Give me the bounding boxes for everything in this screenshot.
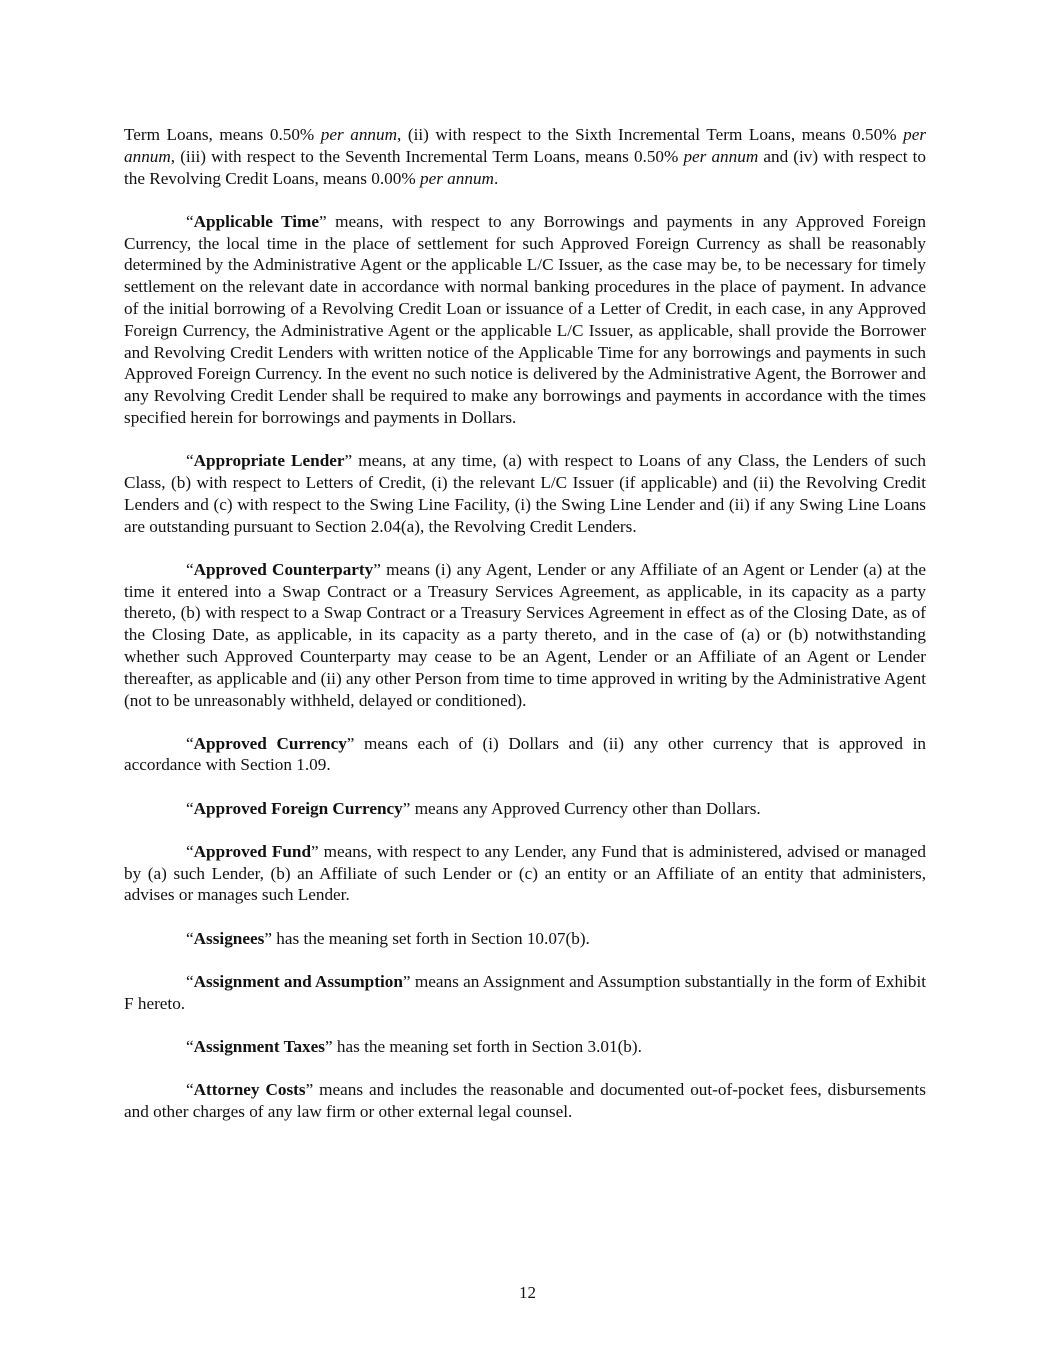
- paragraph-assignment-and-assumption: [124, 971, 926, 1015]
- text-segment: “: [186, 798, 194, 818]
- text-segment: ” means, at any time, (a) with respect to Loans of any Class, the Lenders of such Class, (b) with respect to Letters of Credit, (i) the relevant L/C Issuer (if applicable) and (ii) the Revolving Credit Lenders and (c) with respect to the Swing Line Facility, (i) the Swing Line Lender and (ii) if any Swing Line Loans are outstanding pursuant to Section 2.04(a), the Revolving Credit Lenders.: [124, 451, 926, 536]
- text-segment: ” means and includes the reasonable and documented out-of-pocket fees, disbursements and other charges of any law firm or other external legal counsel.: [124, 1080, 926, 1121]
- text-segment: ” means any Approved Currency other than Dollars.: [402, 798, 761, 818]
- text-segment: “: [186, 1080, 194, 1099]
- text-segment: “: [186, 559, 194, 579]
- text-segment: , (ii) with respect to the Sixth Incremental Term Loans, means 0.50%: [397, 125, 904, 144]
- text-segment: “: [186, 733, 194, 753]
- italic-text: per annum: [320, 125, 398, 144]
- defined-term: Approved Counterparty: [193, 559, 374, 579]
- text-segment: “: [186, 211, 194, 231]
- text-segment: ” means, with respect to any Borrowings and payments in any Approved Foreign Currency, the local time in the place of settlement for such Approved Foreign Currency as shall be reasonably determined by the Administrative Agent or the applicable L/C Issuer, as the case may be, to be necessary for timely settlement on the relevant date in accordance with normal banking procedures in the place of payment. In advance of the initial borrowing of a Revolving Credit Loan or issuance of a Letter of Credit, in each case, in any Approved Foreign Currency, the Administrative Agent or the applicable L/C Issuer, as applicable, shall provide the Borrower and Revolving Credit Lenders with written notice of the Applicable Time for any borrowings and payments in such Approved Foreign Currency. In the event no such notice is delivered by the Administrative Agent, the Borrower and any Revolving Credit Lender shall be required to make any borrowings and payments in accordance with the times specified herein for borrowings and payments in Dollars.: [124, 211, 926, 427]
- text-segment: and (iv) with respect to the Revolving Credit Loans, means 0.00%: [124, 146, 927, 188]
- paragraph-appropriate-lender: [124, 450, 926, 537]
- paragraph-assignment-taxes: [124, 1036, 926, 1058]
- defined-term: Appropriate Lender: [193, 451, 345, 471]
- italic-text: per annum: [124, 125, 927, 166]
- text-segment: ” means each of (i) Dollars and (ii) any other currency that is approved in accordance with Section 1.09.: [124, 733, 926, 775]
- defined-term: Approved Fund: [193, 841, 312, 861]
- text-segment: ” has the meaning set forth in Section 10.07(b).: [264, 928, 590, 948]
- text-segment: ” has the meaning set forth in Section 3.01(b).: [324, 1036, 642, 1056]
- paragraph-approved-counterparty: [124, 559, 926, 712]
- defined-term: Assignees: [193, 928, 265, 948]
- defined-term: Approved Foreign Currency: [193, 798, 403, 818]
- paragraph-term-loans-continued: [124, 124, 926, 189]
- page-number: 12: [519, 1283, 536, 1302]
- paragraph-approved-fund: [124, 841, 926, 906]
- defined-term: Assignment Taxes: [193, 1036, 325, 1056]
- italic-text: per annum: [419, 168, 494, 188]
- text-segment: “: [186, 1036, 194, 1056]
- paragraph-approved-foreign-currency: [124, 798, 926, 820]
- text-segment: “: [186, 928, 194, 948]
- text-segment: “: [186, 841, 194, 861]
- paragraph-applicable-time: [124, 211, 926, 429]
- text-segment: .: [493, 168, 499, 188]
- defined-term: Assignment and Assumption: [193, 971, 403, 991]
- paragraph-attorney-costs: [124, 1079, 926, 1123]
- text-segment: , (iii) with respect to the Seventh Incremental Term Loans, means 0.50%: [170, 146, 684, 166]
- text-segment: ” means an Assignment and Assumption substantially in the form of Exhibit F hereto.: [124, 971, 926, 1013]
- defined-term: Applicable Time: [193, 211, 320, 231]
- defined-term: Attorney Costs: [193, 1080, 306, 1099]
- text-segment: “: [186, 971, 194, 991]
- text-segment: ” means, with respect to any Lender, any Fund that is administered, advised or managed by (a) such Lender, (b) an Affiliate of such Lender or (c) an entity or an Affiliate of an entity that administers, advises or manages such Lender.: [124, 841, 926, 905]
- paragraph-approved-currency: [124, 733, 926, 777]
- defined-term: Approved Currency: [193, 733, 347, 753]
- document-page: [124, 124, 926, 1144]
- text-segment: “: [186, 451, 194, 471]
- paragraph-assignees: [124, 928, 926, 950]
- text-segment: ” means (i) any Agent, Lender or any Affiliate of an Agent or Lender (a) at the time it entered into a Swap Contract or a Treasury Services Agreement, as applicable, in its capacity as a party thereto, (b) with respect to a Swap Contract or a Treasury Services Agreement in effect as of the Closing Date, as of the Closing Date, as applicable, in its capacity as a party thereto, and in the case of (a) or (b) notwithstanding whether such Approved Counterparty may cease to be an Agent, Lender or an Affiliate of an Agent or Lender thereafter, as applicable and (ii) any other Person from time to time approved in writing by the Administrative Agent (not to be unreasonably withheld, delayed or conditioned).: [124, 559, 926, 710]
- italic-text: per annum: [683, 146, 759, 166]
- text-segment: Term Loans, means 0.50%: [124, 125, 321, 144]
